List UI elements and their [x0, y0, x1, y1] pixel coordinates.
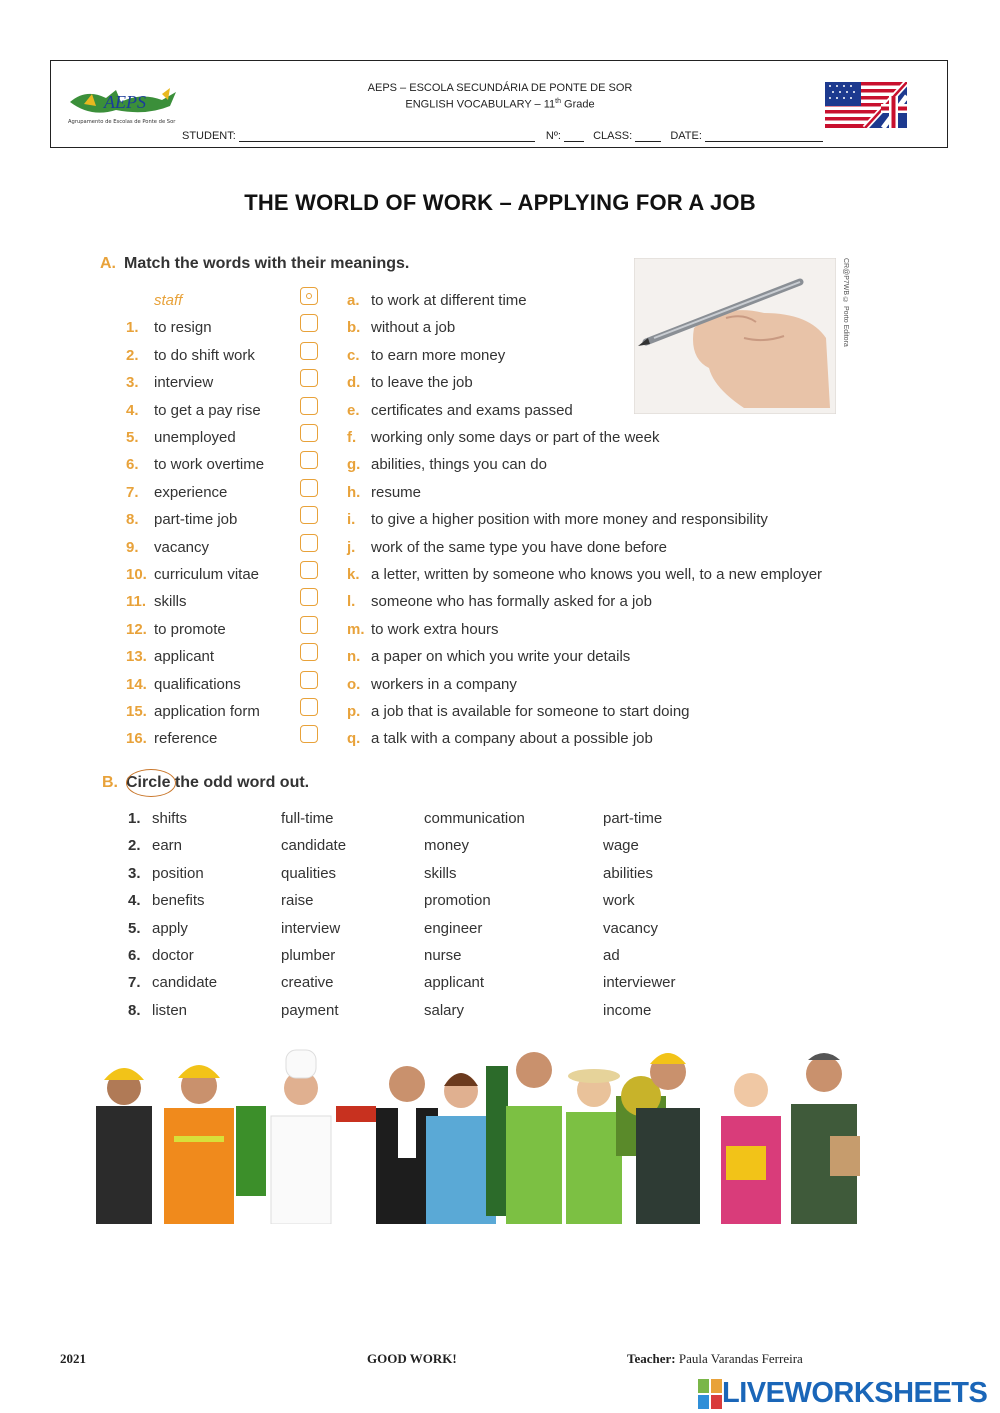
- odd-word-option[interactable]: doctor: [152, 947, 194, 964]
- odd-word-option[interactable]: shifts: [152, 810, 188, 827]
- word-number: 1.: [126, 319, 139, 337]
- word-number: 7.: [126, 483, 139, 501]
- meaning-text: work of the same type you have done before: [371, 538, 668, 556]
- word-item: [126, 730, 217, 747]
- meaning-text: workers in a company: [371, 675, 517, 693]
- odd-row-number: 6.: [128, 947, 141, 964]
- student-label: STUDENT:: [182, 130, 236, 142]
- meaning-item: [347, 374, 473, 391]
- word-text: qualifications: [154, 675, 241, 693]
- word-number: 11.: [126, 593, 147, 611]
- word-number: 6.: [126, 456, 139, 474]
- class-input-line[interactable]: [635, 131, 661, 142]
- word-text: to get a pay rise: [154, 401, 261, 419]
- answer-box[interactable]: [300, 369, 318, 387]
- meaning-text: to give a higher position with more money and responsibility: [371, 511, 768, 529]
- word-number: 2.: [126, 346, 139, 364]
- odd-word-option[interactable]: listen: [152, 1001, 188, 1019]
- word-text: to work overtime: [154, 456, 265, 474]
- footer-year: 2021: [60, 1351, 86, 1366]
- hand-pen-image: [634, 258, 836, 414]
- word-number: 12.: [126, 620, 147, 638]
- word-number: 16.: [126, 730, 147, 748]
- meaning-item: [347, 703, 690, 720]
- odd-row-number: 7.: [128, 974, 141, 992]
- odd-word-option[interactable]: money: [424, 837, 470, 855]
- answer-box[interactable]: [300, 342, 318, 360]
- odd-row-number: 4.: [128, 892, 141, 910]
- word-text: curriculum vitae: [154, 566, 260, 583]
- meaning-item: [347, 566, 822, 583]
- logo-text: AEPS: [104, 92, 146, 112]
- answer-box[interactable]: [300, 479, 318, 497]
- teacher-label: Teacher:: [627, 1351, 676, 1366]
- odd-word-option[interactable]: candidate: [281, 837, 347, 855]
- meaning-item: [347, 484, 421, 501]
- odd-word-option[interactable]: benefits: [152, 892, 205, 910]
- class-label: CLASS:: [593, 130, 633, 142]
- meaning-letter: j.: [347, 538, 356, 556]
- answer-box[interactable]: [300, 588, 318, 606]
- meaning-letter: c.: [347, 346, 360, 364]
- meaning-text: a letter, written by someone who knows you well, to a new employer: [371, 566, 823, 583]
- odd-word-option[interactable]: position: [152, 864, 204, 882]
- page-title: THE WORLD OF WORK – APPLYING FOR A JOB: [244, 190, 756, 215]
- word-text: interview: [154, 374, 214, 392]
- word-text: application form: [154, 703, 260, 720]
- word-item: [126, 456, 264, 473]
- odd-word-option[interactable]: wage: [603, 837, 639, 855]
- odd-word-option[interactable]: income: [603, 1001, 652, 1019]
- meaning-item: [347, 730, 653, 747]
- example-answer-box: [300, 287, 318, 305]
- meaning-letter: g.: [347, 456, 361, 474]
- meaning-text: to work at different time: [371, 292, 527, 309]
- liveworksheets-badge-icon: [698, 1379, 722, 1409]
- meaning-item: [347, 648, 630, 665]
- word-number: 14.: [126, 675, 147, 693]
- odd-row-number: 3.: [128, 864, 141, 882]
- liveworksheets-wordmark: LIVEWORKSHEETS: [722, 1377, 988, 1409]
- meaning-letter: e.: [347, 401, 360, 419]
- teacher-name: Paula Varandas Ferreira: [675, 1351, 803, 1366]
- logo-subtitle: Agrupamento de Escolas de Ponte de Sor: [68, 119, 176, 125]
- word-item: [126, 648, 214, 665]
- odd-word-option[interactable]: work: [603, 892, 635, 910]
- footer-teacher: [627, 1351, 803, 1367]
- word-item: [126, 703, 260, 720]
- footer-message: GOOD WORK!: [367, 1351, 457, 1366]
- odd-word-option[interactable]: engineer: [424, 919, 483, 937]
- odd-word-option[interactable]: plumber: [281, 947, 336, 964]
- meaning-item: [347, 319, 455, 336]
- section-a-heading: [100, 255, 409, 273]
- word-item: [126, 593, 187, 610]
- meaning-item: [347, 456, 547, 473]
- section-a-letter: A.: [100, 255, 116, 272]
- odd-word-option[interactable]: skills: [424, 864, 457, 882]
- word-number: 8.: [126, 511, 139, 529]
- meaning-text: certificates and exams passed: [371, 401, 573, 419]
- word-item: [126, 621, 226, 638]
- meaning-text: to earn more money: [371, 346, 506, 364]
- meaning-text: to work extra hours: [371, 620, 499, 638]
- section-b-instruction: the odd word out.: [170, 774, 310, 791]
- meaning-text: someone who has formally asked for a job: [371, 593, 652, 611]
- meaning-letter: h.: [347, 483, 361, 501]
- example-word: staff: [154, 292, 183, 309]
- word-text: unemployed: [154, 429, 236, 446]
- odd-word-option[interactable]: apply: [152, 919, 188, 937]
- date-label: DATE:: [670, 130, 702, 142]
- date-input-line[interactable]: [705, 131, 823, 142]
- answer-box[interactable]: [300, 561, 318, 579]
- odd-word-option[interactable]: salary: [424, 1001, 465, 1019]
- odd-word-option[interactable]: candidate: [152, 974, 218, 992]
- number-input-line[interactable]: [564, 131, 584, 142]
- word-text: vacancy: [154, 538, 210, 556]
- word-item: [126, 402, 261, 419]
- word-number: 9.: [126, 538, 139, 556]
- odd-word-option[interactable]: communication: [424, 810, 525, 827]
- word-text: experience: [154, 483, 228, 501]
- word-text: reference: [154, 730, 218, 748]
- word-text: skills: [154, 593, 187, 611]
- word-number: 4.: [126, 401, 139, 419]
- meaning-letter: k.: [347, 566, 360, 583]
- meaning-item: [347, 292, 527, 309]
- odd-row-number: 5.: [128, 919, 141, 937]
- odd-word-option[interactable]: full-time: [281, 810, 334, 827]
- odd-row-number: 8.: [128, 1001, 141, 1019]
- section-a-instruction: Match the words with their meanings.: [124, 255, 410, 272]
- answer-box[interactable]: [300, 643, 318, 661]
- answer-box[interactable]: [300, 506, 318, 524]
- odd-word-option[interactable]: vacancy: [603, 919, 659, 937]
- meaning-text: without a job: [371, 319, 456, 337]
- meaning-item: [347, 593, 652, 610]
- odd-row-number: 1.: [128, 810, 141, 827]
- odd-word-option[interactable]: nurse: [424, 947, 462, 964]
- meaning-text: a paper on which you write your details: [371, 648, 631, 666]
- meaning-item: [347, 621, 499, 638]
- circle-word: Circle: [126, 774, 171, 791]
- student-field: [182, 130, 823, 142]
- meaning-item: [347, 347, 505, 364]
- word-item: [126, 484, 227, 501]
- word-item: [126, 511, 237, 528]
- grade-word: Grade: [561, 98, 595, 111]
- answer-box[interactable]: [300, 451, 318, 469]
- word-text: to do shift work: [154, 346, 255, 364]
- meaning-letter: q.: [347, 730, 361, 748]
- odd-word-option[interactable]: payment: [281, 1001, 339, 1019]
- liveworksheets-watermark[interactable]: [698, 1377, 987, 1411]
- grade-sup: th: [555, 98, 561, 105]
- word-text: part-time job: [154, 511, 238, 529]
- meaning-letter: o.: [347, 675, 361, 693]
- odd-word-option[interactable]: earn: [152, 837, 183, 855]
- meaning-letter: i.: [347, 511, 356, 529]
- word-text: to resign: [154, 319, 212, 337]
- odd-word-option[interactable]: interview: [281, 919, 341, 937]
- word-number: 5.: [126, 429, 139, 446]
- meaning-text: resume: [371, 483, 422, 501]
- school-name: AEPS – ESCOLA SECUNDÁRIA DE PONTE DE SOR: [367, 82, 633, 94]
- word-text: applicant: [154, 648, 215, 666]
- copyright-stamp: CR@P7WB © Porto Editora: [842, 258, 849, 347]
- answer-box[interactable]: [300, 397, 318, 415]
- meaning-item: [347, 676, 517, 693]
- odd-word-option[interactable]: qualities: [281, 864, 337, 882]
- odd-word-option[interactable]: interviewer: [603, 974, 676, 992]
- word-item: [126, 566, 259, 583]
- meaning-letter: b.: [347, 319, 361, 337]
- word-number: 13.: [126, 648, 147, 666]
- word-text: to promote: [154, 620, 226, 638]
- word-item: [126, 539, 209, 556]
- odd-word-option[interactable]: part-time: [603, 810, 663, 827]
- number-label: Nº:: [545, 130, 561, 142]
- word-item: [126, 374, 213, 391]
- meaning-text: a job that is available for someone to start doing: [371, 703, 690, 720]
- odd-word-option[interactable]: applicant: [424, 974, 485, 992]
- word-number: 15.: [126, 703, 147, 720]
- subject-text: ENGLISH VOCABULARY – 11: [405, 98, 556, 111]
- odd-word-option[interactable]: creative: [281, 974, 334, 992]
- word-number: 10.: [126, 566, 147, 583]
- workers-group-image: [86, 1046, 864, 1224]
- answer-box[interactable]: [300, 424, 318, 442]
- meaning-letter: d.: [347, 374, 361, 392]
- meaning-text: to leave the job: [371, 374, 473, 392]
- example-answer-mark: [306, 293, 312, 299]
- meaning-text: abilities, things you can do: [371, 456, 547, 474]
- answer-box[interactable]: [300, 534, 318, 552]
- meaning-item: [347, 402, 573, 419]
- meaning-letter: p.: [347, 703, 361, 720]
- section-b-letter: B.: [102, 774, 118, 791]
- answer-box[interactable]: [300, 725, 318, 743]
- meaning-text: working only some days or part of the week: [371, 429, 660, 446]
- odd-word-option[interactable]: raise: [281, 892, 314, 910]
- meaning-letter: m.: [347, 620, 365, 638]
- word-item: [126, 319, 212, 336]
- odd-word-option[interactable]: abilities: [603, 864, 654, 882]
- meaning-item: [347, 429, 659, 446]
- meaning-item: [347, 511, 768, 528]
- word-item: [126, 676, 241, 693]
- us-uk-flag-icon: [825, 82, 907, 128]
- meaning-letter: l.: [347, 593, 356, 611]
- circle-mark: [126, 769, 176, 797]
- meaning-letter: f.: [347, 429, 357, 446]
- word-number: 3.: [126, 374, 139, 392]
- meaning-item: [347, 539, 667, 556]
- word-item: [126, 347, 255, 364]
- student-input-line[interactable]: [239, 131, 535, 142]
- meaning-letter: n.: [347, 648, 361, 666]
- answer-box[interactable]: [300, 314, 318, 332]
- answer-box[interactable]: [300, 616, 318, 634]
- answer-box[interactable]: [300, 671, 318, 689]
- meaning-letter: a.: [347, 292, 360, 309]
- word-item: [126, 429, 236, 446]
- odd-word-option[interactable]: ad: [603, 947, 620, 964]
- odd-word-option[interactable]: promotion: [424, 892, 491, 910]
- meaning-text: a talk with a company about a possible job: [371, 730, 653, 748]
- answer-box[interactable]: [300, 698, 318, 716]
- odd-row-number: 2.: [128, 837, 141, 855]
